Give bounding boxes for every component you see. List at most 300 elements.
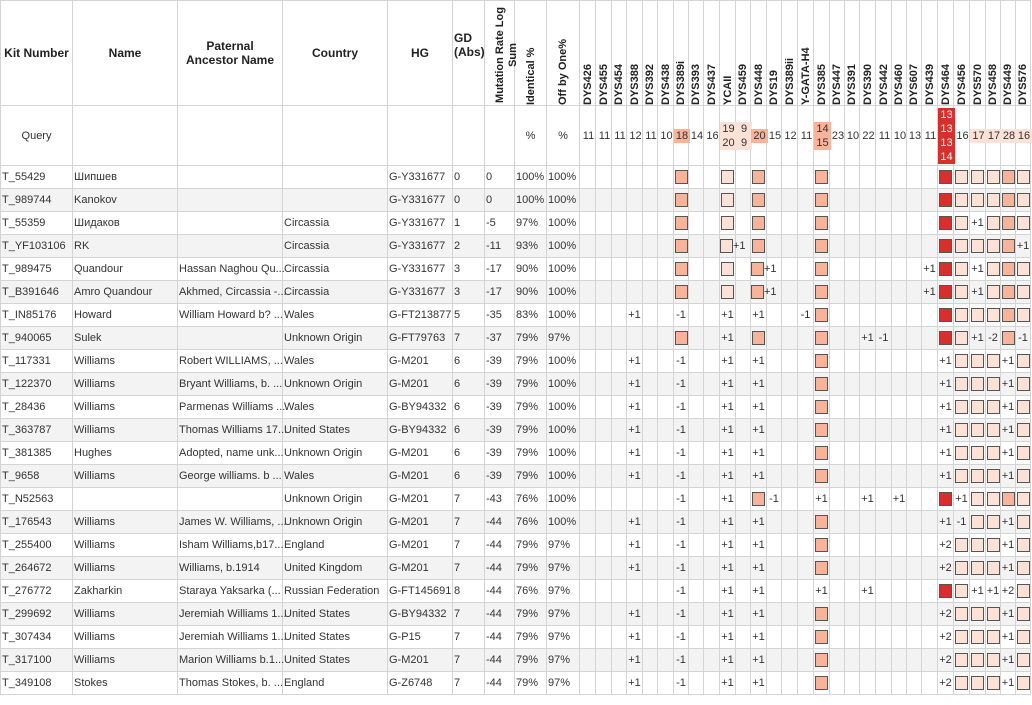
marker-cell <box>767 649 782 672</box>
marker-cell <box>1016 649 1031 672</box>
marker-cell <box>798 166 814 189</box>
table-row[interactable] <box>1 258 1031 281</box>
marker-match-box <box>971 630 984 644</box>
marker-match-box <box>815 262 828 276</box>
table-row[interactable] <box>1 166 1031 189</box>
marker-cell <box>704 212 720 235</box>
marker-diff: +2 <box>939 677 952 689</box>
col-header-marker[interactable]: DYS464 <box>938 1 954 106</box>
kit-number-cell[interactable]: T_989744 <box>1 189 73 212</box>
kit-number-cell[interactable]: T_B391646 <box>1 281 73 304</box>
gd-cell: 3 <box>453 258 485 281</box>
query-marker-value: 11 <box>596 106 612 166</box>
identical-cell: 76% <box>515 580 547 603</box>
ancestor-cell: Isham Williams,b17... <box>178 534 283 557</box>
marker-cell <box>986 442 1001 465</box>
marker-cell <box>580 396 596 419</box>
col-header-marker[interactable]: DYS607 <box>907 1 922 106</box>
marker-diff: +1 <box>752 516 765 528</box>
marker-cell <box>643 396 658 419</box>
kit-number-cell[interactable]: T_55429 <box>1 166 73 189</box>
marker-cell <box>674 419 689 442</box>
marker-cell <box>751 258 777 281</box>
query-label: Query <box>1 106 73 166</box>
marker-cell <box>1001 649 1016 672</box>
marker-cell <box>751 442 767 465</box>
col-header-marker[interactable]: DYS576 <box>1016 1 1031 106</box>
marker-cell <box>860 258 876 281</box>
kit-number-cell[interactable]: T_317100 <box>1 649 73 672</box>
marker-cell <box>845 442 860 465</box>
marker-cell <box>845 419 860 442</box>
marker-match-box <box>955 446 968 460</box>
marker-cell <box>720 327 736 350</box>
marker-cell <box>782 327 798 350</box>
col-header-marker[interactable]: DYS438 <box>658 1 674 106</box>
marker-cell <box>814 534 830 557</box>
marker-diff: -1 <box>676 677 686 689</box>
country-cell: Unknown Origin <box>283 327 388 350</box>
gd-cell: 2 <box>453 235 485 258</box>
col-header-marker[interactable]: DYS439 <box>922 1 938 106</box>
table-row[interactable] <box>1 488 1031 511</box>
marker-cell <box>970 212 986 235</box>
marker-cell <box>922 488 938 511</box>
marker-cell <box>814 626 830 649</box>
marker-match-box <box>721 193 734 207</box>
query-offby: % <box>547 106 580 166</box>
table-row[interactable] <box>1 649 1031 672</box>
marker-cell <box>580 672 596 695</box>
marker-cell <box>970 396 986 419</box>
gd-cell: 8 <box>453 580 485 603</box>
ancestor-cell: Staraya Yaksarka (... <box>178 580 283 603</box>
marker-cell <box>720 649 736 672</box>
marker-cell <box>720 373 736 396</box>
marker-match-box <box>955 216 968 230</box>
marker-match-box <box>1017 446 1030 460</box>
marker-cell <box>892 534 907 557</box>
ancestor-cell: William Howard b? ... <box>178 304 283 327</box>
table-row[interactable] <box>1 212 1031 235</box>
country-cell <box>283 189 388 212</box>
marker-cell <box>860 511 876 534</box>
col-header-mutation[interactable]: Mutation Rate Log Sum <box>485 1 515 106</box>
offby-cell: 100% <box>547 304 580 327</box>
col-header-identical[interactable]: Identical % <box>515 1 547 106</box>
marker-cell <box>1016 258 1031 281</box>
marker-diff: +1 <box>861 585 874 597</box>
table-row[interactable] <box>1 580 1031 603</box>
kit-number-cell[interactable]: T_9658 <box>1 465 73 488</box>
marker-match-box <box>987 469 1000 483</box>
marker-cell <box>627 350 643 373</box>
col-header-marker[interactable]: DYS458 <box>986 1 1001 106</box>
marker-diff: +1 <box>986 585 1000 597</box>
marker-match-box <box>1017 584 1030 598</box>
marker-diff: -1 <box>676 424 686 436</box>
col-header-marker[interactable]: DYS392 <box>643 1 658 106</box>
marker-match-box <box>987 377 1000 391</box>
marker-diff: -1 <box>676 309 686 321</box>
marker-diff: +1 <box>721 447 734 459</box>
marker-cell <box>892 511 907 534</box>
marker-cell <box>767 212 782 235</box>
marker-match-box <box>955 423 968 437</box>
table-row[interactable] <box>1 511 1031 534</box>
marker-cell <box>1001 350 1016 373</box>
kit-number-cell[interactable]: T_940065 <box>1 327 73 350</box>
table-row[interactable] <box>1 235 1031 258</box>
marker-cell <box>674 235 689 258</box>
marker-cell <box>954 419 970 442</box>
col-header-offby[interactable]: Off by One% <box>547 1 580 106</box>
marker-cell <box>782 281 798 304</box>
marker-match-box <box>815 400 828 414</box>
marker-match-box <box>939 285 952 299</box>
marker-cell <box>1001 672 1016 695</box>
table-row[interactable] <box>1 327 1031 350</box>
col-header-ancestor[interactable]: Paternal Ancestor Name <box>178 1 283 106</box>
kit-number-cell[interactable]: T_989475 <box>1 258 73 281</box>
table-row[interactable] <box>1 419 1031 442</box>
marker-diff: +1 <box>971 286 984 298</box>
col-header-country[interactable]: Country <box>283 1 388 106</box>
table-row[interactable] <box>1 442 1031 465</box>
marker-cell <box>814 511 830 534</box>
table-row[interactable] <box>1 534 1031 557</box>
marker-cell <box>892 626 907 649</box>
marker-cell <box>782 189 798 212</box>
marker-cell <box>986 488 1001 511</box>
country-cell: Circassia <box>283 281 388 304</box>
kit-number-cell[interactable]: T_YF103106 <box>1 235 73 258</box>
col-header-name[interactable]: Name <box>73 1 178 106</box>
marker-cell <box>830 672 845 695</box>
marker-cell <box>720 672 736 695</box>
marker-cell <box>658 649 674 672</box>
marker-cell <box>612 166 627 189</box>
marker-match-box <box>815 239 828 253</box>
kit-number-cell[interactable]: T_276772 <box>1 580 73 603</box>
marker-cell <box>938 212 954 235</box>
col-header-marker[interactable]: DYS389ii <box>782 1 798 106</box>
marker-cell <box>970 442 986 465</box>
col-header-marker[interactable]: DYS391 <box>845 1 860 106</box>
offby-cell: 100% <box>547 442 580 465</box>
marker-match-box <box>815 308 828 322</box>
marker-cell <box>876 603 892 626</box>
marker-cell <box>938 442 954 465</box>
marker-cell <box>689 672 704 695</box>
marker-cell <box>970 373 986 396</box>
marker-cell <box>767 580 782 603</box>
marker-cell <box>736 281 751 304</box>
offby-cell: 100% <box>547 465 580 488</box>
marker-cell <box>798 419 814 442</box>
col-header-marker[interactable]: DYS455 <box>596 1 612 106</box>
marker-cell <box>954 258 970 281</box>
kit-number-cell[interactable]: T_176543 <box>1 511 73 534</box>
marker-cell <box>658 557 674 580</box>
marker-cell <box>860 557 876 580</box>
query-marker-value: 12 <box>627 106 643 166</box>
offby-cell: 100% <box>547 419 580 442</box>
marker-cell <box>767 488 782 511</box>
table-row[interactable] <box>1 350 1031 373</box>
gd-cell: 5 <box>453 304 485 327</box>
marker-cell <box>767 603 782 626</box>
marker-cell <box>704 396 720 419</box>
name-cell: Williams <box>73 511 178 534</box>
marker-cell <box>830 603 845 626</box>
marker-cell <box>970 580 986 603</box>
col-header-marker[interactable]: DYS385 <box>814 1 830 106</box>
marker-cell <box>814 212 830 235</box>
marker-cell <box>580 442 596 465</box>
ancestor-cell <box>178 166 283 189</box>
marker-cell <box>767 534 782 557</box>
marker-cell <box>876 626 892 649</box>
table-row[interactable] <box>1 557 1031 580</box>
marker-cell <box>643 649 658 672</box>
col-header-gd[interactable]: GD (Abs) <box>453 1 485 106</box>
kit-number-cell[interactable]: T_122370 <box>1 373 73 396</box>
marker-cell <box>970 534 986 557</box>
marker-cell <box>689 419 704 442</box>
kit-number-cell[interactable]: T_117331 <box>1 350 73 373</box>
marker-diff: +1 <box>752 677 765 689</box>
marker-cell <box>782 442 798 465</box>
table-row[interactable] <box>1 189 1031 212</box>
col-header-marker[interactable]: DYS389i <box>674 1 689 106</box>
mutation-cell: -37 <box>485 327 515 350</box>
marker-cell <box>627 281 643 304</box>
marker-cell <box>674 396 689 419</box>
name-cell: Williams <box>73 649 178 672</box>
col-header-marker[interactable]: DYS19 <box>767 1 782 106</box>
marker-cell <box>658 511 674 534</box>
marker-cell <box>892 304 907 327</box>
marker-diff: +1 <box>1001 424 1015 436</box>
table-row[interactable] <box>1 373 1031 396</box>
marker-cell <box>720 534 736 557</box>
marker-diff: +1 <box>752 470 765 482</box>
kit-number-cell[interactable]: T_28436 <box>1 396 73 419</box>
kit-number-cell[interactable]: T_264672 <box>1 557 73 580</box>
identical-cell: 90% <box>515 281 547 304</box>
marker-cell <box>845 534 860 557</box>
marker-cell <box>1016 281 1031 304</box>
table-row[interactable] <box>1 281 1031 304</box>
marker-cell <box>751 373 767 396</box>
kit-number-cell[interactable]: T_349108 <box>1 672 73 695</box>
marker-cell <box>922 235 938 258</box>
marker-cell <box>922 396 938 419</box>
table-row[interactable] <box>1 465 1031 488</box>
col-header-marker[interactable]: DYS447 <box>830 1 845 106</box>
marker-diff: +1 <box>628 355 641 367</box>
marker-cell <box>938 327 954 350</box>
marker-cell <box>860 626 876 649</box>
marker-cell <box>596 534 612 557</box>
marker-diff: +1 <box>815 493 828 505</box>
name-cell: RK <box>73 235 178 258</box>
marker-cell <box>814 672 830 695</box>
country-cell: Wales <box>283 304 388 327</box>
marker-cell <box>612 350 627 373</box>
ancestor-cell: Akhmed, Circassia -... <box>178 281 283 304</box>
marker-cell <box>907 327 922 350</box>
query-marker-value: 12 <box>782 106 798 166</box>
kit-number-cell[interactable]: T_IN85176 <box>1 304 73 327</box>
col-header-marker[interactable]: DYS449 <box>1001 1 1016 106</box>
kit-number-cell[interactable]: T_N52563 <box>1 488 73 511</box>
identical-cell: 79% <box>515 373 547 396</box>
table-row[interactable] <box>1 304 1031 327</box>
kit-number-cell[interactable]: T_307434 <box>1 626 73 649</box>
marker-match-box <box>675 216 688 230</box>
marker-cell <box>751 511 767 534</box>
marker-cell <box>767 511 782 534</box>
marker-cell <box>986 327 1001 350</box>
kit-number-cell[interactable]: T_381385 <box>1 442 73 465</box>
marker-cell <box>876 258 892 281</box>
marker-cell <box>798 396 814 419</box>
marker-match-box <box>987 653 1000 667</box>
marker-diff: +1 <box>1001 562 1015 574</box>
marker-cell <box>876 580 892 603</box>
col-header-marker[interactable]: DYS437 <box>704 1 720 106</box>
marker-cell <box>830 281 845 304</box>
col-header-hg[interactable]: HG <box>388 1 453 106</box>
marker-match-box <box>752 239 765 253</box>
marker-cell <box>845 511 860 534</box>
marker-cell <box>986 235 1001 258</box>
marker-diff: +2 <box>1001 585 1015 597</box>
marker-cell <box>767 396 782 419</box>
table-row[interactable] <box>1 603 1031 626</box>
marker-cell <box>782 235 798 258</box>
marker-diff: +1 <box>752 585 765 597</box>
marker-cell <box>736 327 751 350</box>
marker-cell <box>938 258 954 281</box>
kit-number-cell[interactable]: T_55359 <box>1 212 73 235</box>
marker-cell <box>580 649 596 672</box>
marker-cell <box>970 672 986 695</box>
marker-cell <box>767 465 782 488</box>
col-header-marker[interactable]: DYS456 <box>954 1 970 106</box>
marker-cell <box>767 189 782 212</box>
marker-cell <box>1016 557 1031 580</box>
marker-match-box <box>955 538 968 552</box>
marker-cell <box>736 304 751 327</box>
marker-cell <box>736 419 751 442</box>
marker-cell <box>970 626 986 649</box>
marker-cell <box>970 511 986 534</box>
col-header-marker[interactable]: DYS393 <box>689 1 704 106</box>
marker-cell <box>782 373 798 396</box>
col-header-marker[interactable]: DYS459 <box>736 1 751 106</box>
country-cell: United States <box>283 626 388 649</box>
col-header-marker[interactable]: YCAII <box>720 1 736 106</box>
marker-cell <box>954 557 970 580</box>
marker-diff: +1 <box>1001 378 1015 390</box>
marker-cell <box>736 649 751 672</box>
col-header-marker[interactable]: Y-GATA-H4 <box>798 1 814 106</box>
col-header-marker[interactable]: DYS454 <box>612 1 627 106</box>
marker-cell <box>751 534 767 557</box>
table-row[interactable] <box>1 626 1031 649</box>
haplogroup-cell: G-BY94332 <box>388 603 453 626</box>
name-cell: Шипшев <box>73 166 178 189</box>
kit-number-cell[interactable]: T_299692 <box>1 603 73 626</box>
marker-cell <box>892 258 907 281</box>
marker-match-box <box>987 492 1000 506</box>
marker-match-box <box>751 262 764 276</box>
col-header-marker[interactable]: DYS570 <box>970 1 986 106</box>
marker-cell <box>674 488 689 511</box>
mutation-cell: -44 <box>485 672 515 695</box>
marker-diff: +1 <box>955 493 968 505</box>
table-row[interactable] <box>1 672 1031 695</box>
marker-diff: +1 <box>923 286 936 298</box>
marker-cell <box>674 511 689 534</box>
marker-cell <box>1001 626 1016 649</box>
marker-diff: +2 <box>939 631 952 643</box>
col-header-marker[interactable]: DYS442 <box>876 1 892 106</box>
marker-match-box <box>815 354 828 368</box>
kit-number-cell[interactable]: T_363787 <box>1 419 73 442</box>
table-row[interactable] <box>1 396 1031 419</box>
marker-cell <box>814 281 830 304</box>
marker-cell <box>704 626 720 649</box>
col-header-kit[interactable]: Kit Number <box>1 1 73 106</box>
offby-cell: 100% <box>547 511 580 534</box>
marker-diff: +1 <box>971 217 984 229</box>
marker-cell <box>892 419 907 442</box>
marker-cell <box>922 511 938 534</box>
mutation-cell: -39 <box>485 350 515 373</box>
marker-cell <box>782 488 798 511</box>
haplogroup-cell: G-BY94332 <box>388 396 453 419</box>
col-header-marker[interactable]: DYS388 <box>627 1 643 106</box>
query-marker-value: 11 <box>643 106 658 166</box>
marker-cell <box>596 327 612 350</box>
marker-diff: +1 <box>939 401 952 413</box>
marker-cell <box>1001 580 1016 603</box>
col-header-marker[interactable]: DYS426 <box>580 1 596 106</box>
col-header-marker[interactable]: DYS460 <box>892 1 907 106</box>
marker-diff: +1 <box>721 608 734 620</box>
col-header-marker[interactable]: DYS448 <box>751 1 767 106</box>
marker-cell <box>580 511 596 534</box>
marker-diff: +1 <box>939 470 952 482</box>
ancestor-cell <box>178 212 283 235</box>
name-cell: Howard <box>73 304 178 327</box>
marker-cell <box>751 419 767 442</box>
mutation-cell: -44 <box>485 649 515 672</box>
marker-cell <box>627 189 643 212</box>
marker-cell <box>658 442 674 465</box>
kit-number-cell[interactable]: T_255400 <box>1 534 73 557</box>
marker-cell <box>1016 189 1031 212</box>
marker-diff: +1 <box>628 516 641 528</box>
col-header-marker[interactable]: DYS390 <box>860 1 876 106</box>
marker-cell <box>580 189 596 212</box>
marker-match-box <box>1017 538 1030 552</box>
marker-diff: -1 <box>676 401 686 413</box>
